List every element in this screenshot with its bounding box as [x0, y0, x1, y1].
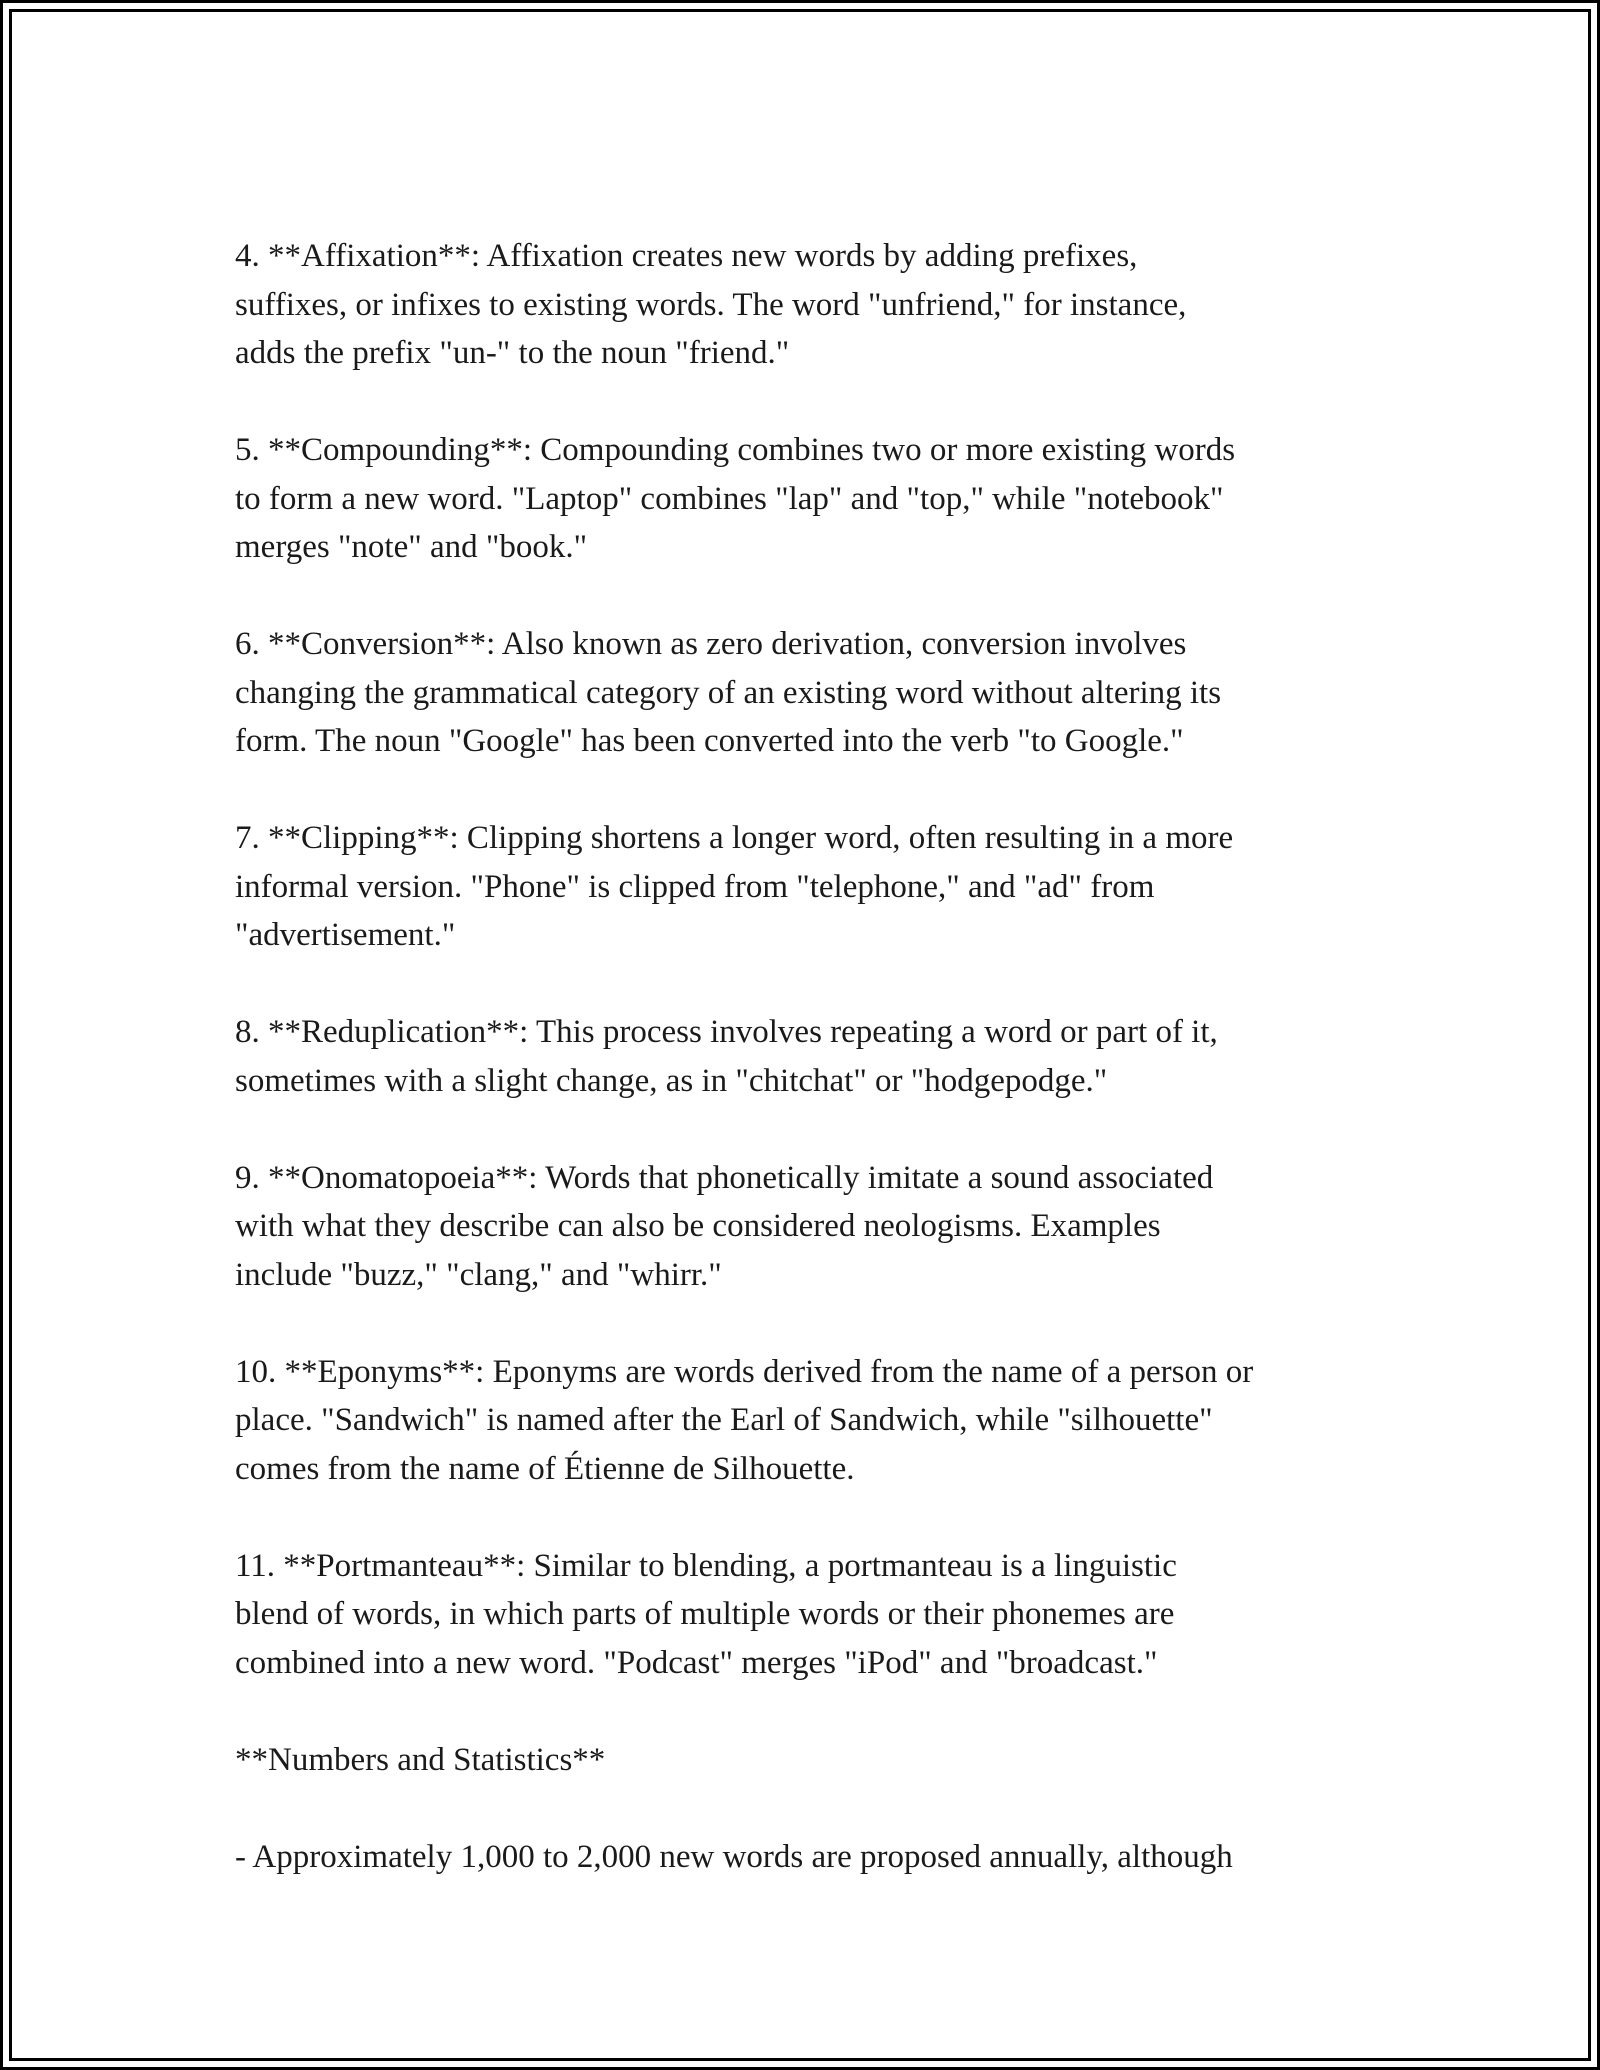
text-line: 8. **Reduplication**: This process involves repeating a word or part of it, — [235, 1014, 1218, 1050]
bullet-item — [235, 1833, 1385, 1882]
paragraph-affixation — [235, 232, 1385, 378]
text-line: suffixes, or infixes to existing words. The word "unfriend," for instance, — [235, 286, 1187, 323]
paragraph-compounding — [235, 426, 1385, 572]
text-line: 4. **Affixation**: Affixation creates new words by adding prefixes, — [235, 238, 1138, 274]
document-body — [235, 232, 1385, 1930]
paragraph-conversion — [235, 620, 1385, 766]
text-line: merges "note" and "book." — [235, 529, 588, 565]
paragraph-portmanteau — [235, 1542, 1385, 1688]
text-line: 7. **Clipping**: Clipping shortens a longer word, often resulting in a more — [235, 820, 1234, 856]
text-line: form. The noun "Google" has been converted into the verb "to Google." — [235, 723, 1184, 759]
text-line: with what they describe can also be considered neologisms. Examples — [235, 1208, 1161, 1244]
text-line: to form a new word. "Laptop" combines "lap" and "top," while "notebook" — [235, 480, 1224, 517]
text-line: 9. **Onomatopoeia**: Words that phonetically imitate a sound associated — [235, 1159, 1214, 1196]
text-line: combined into a new word. "Podcast" merges "iPod" and "broadcast." — [235, 1644, 1158, 1681]
paragraph-reduplication — [235, 1008, 1385, 1105]
paragraph-eponyms — [235, 1348, 1385, 1494]
text-line: "advertisement." — [235, 917, 456, 953]
text-line: informal version. "Phone" is clipped from "telephone," and "ad" from — [235, 868, 1155, 905]
text-line: 11. **Portmanteau**: Similar to blending, a portmanteau is a linguistic — [235, 1547, 1177, 1584]
text-line: 6. **Conversion**: Also known as zero derivation, conversion involves — [235, 626, 1187, 662]
text-line: changing the grammatical category of an existing word without altering its — [235, 674, 1222, 711]
text-line: adds the prefix "un-" to the noun "friend." — [235, 335, 790, 371]
text-line: place. "Sandwich" is named after the Earl of Sandwich, while "silhouette" — [235, 1402, 1213, 1438]
section-heading-numbers-and-statistics — [235, 1736, 1385, 1785]
paragraph-clipping — [235, 814, 1385, 960]
text-line: comes from the name of Étienne de Silhouette. — [235, 1450, 855, 1487]
paragraph-onomatopoeia — [235, 1154, 1385, 1300]
text-line: **Numbers and Statistics** — [235, 1741, 606, 1778]
text-line: include "buzz," "clang," and "whirr." — [235, 1256, 722, 1293]
text-line: sometimes with a slight change, as in "chitchat" or "hodgepodge." — [235, 1062, 1108, 1099]
text-line: blend of words, in which parts of multiple words or their phonemes are — [235, 1596, 1175, 1632]
text-line: - Approximately 1,000 to 2,000 new words are proposed annually, although — [235, 1838, 1233, 1875]
text-line: 5. **Compounding**: Compounding combines two or more existing words — [235, 432, 1236, 468]
text-line: 10. **Eponyms**: Eponyms are words derived from the name of a person or — [235, 1353, 1254, 1390]
